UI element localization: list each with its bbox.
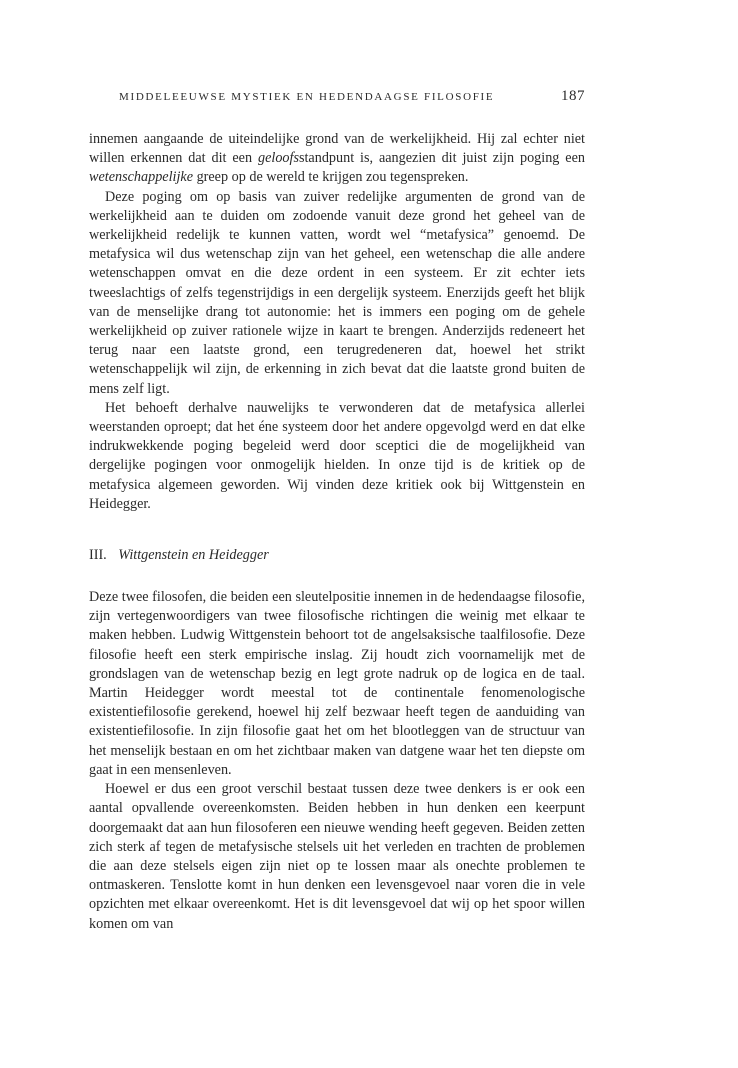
paragraph-1-emphasis-2: wetenschappelijke: [89, 169, 194, 186]
paragraph-4: Deze twee filosofen, die beiden een sleutelpositie innemen in de hedendaagse filosofie, zijn vertegenwoordigers van twee filosofische richtingen die weinig met elkaar te maken hebben. Ludwig Wittgenstein behoort tot de angelsaksische taalfilosofie. Deze filosofie heeft een sterk empirische inslag. Zij houdt zich voornamelijk met de grondslagen van de wetenschap bezig en legt grote nadruk op de logica en de taal. Martin Heidegger wordt meestal tot de continentale fenomenologische existentiefilosofie gerekend, hoewel hij zelf bezwaar heeft tegen de aanduiding van existentiefilosofie. In zijn filosofie gaat het om het blootleggen van de structuur van het menselijk bestaan en om het zichtbaar maken van datgene waar het ten diepste om gaat in een mensenleven.: [89, 589, 585, 778]
paragraph-1-part-1: innemen aangaande de uiteindelijke grond van de werkelijkheid. Hij zal echter niet willen erkennen dat dit een: [89, 131, 585, 167]
body-text: [89, 130, 585, 934]
running-header: [89, 88, 585, 112]
paragraph-1-emphasis-1: geloofs: [257, 150, 299, 167]
section-heading: [89, 545, 585, 565]
paragraph-1-part-3: greep op de wereld te krijgen zou tegenspreken.: [193, 169, 469, 186]
paragraph-2: Deze poging om op basis van zuiver redelijke argumenten de grond van de werkelijkheid aan te duiden om zodoende vanuit deze grond het geheel van de werkelijkheid redelijk te kunnen vatten, wordt wel “metafysica” genoemd. De metafysica wil dus wetenschap zijn van het geheel, een wetenschap die alle andere wetenschappen omvat en die deze ordent in een systeem. Er zit echter iets tweeslachtigs of zelfs tegenstrijdigs in een dergelijk systeem. Enerzijds geeft het blijk van de menselijke drang tot autonomie: het is immers een poging om de gehele werkelijkheid op zuiver rationele wijze in kaart te brengen. Anderzijds redeneert het terug naar een laatste grond, een terugredeneren dat, hoewel het strikt wetenschappelijk wil zijn, de erkenning in zich bevat dat die laatste grond buiten de mens zelf ligt.: [89, 188, 585, 397]
paragraph-1: [89, 130, 585, 188]
paragraph-5: Hoewel er dus een groot verschil bestaat tussen deze twee denkers is er ook een aantal opvallende overeenkomsten. Beiden hebben in hun denken een keerpunt doorgemaakt dat aan hun filosoferen een nieuwe wending heeft gegeven. Beiden zetten zich sterk af tegen de metafysische stelsels uit het verleden en trachten de problemen die aan deze stelsels eigen zijn niet op te lossen maar als onechte problemen te ontmaskeren. Tenslotte komt in hun denken een levensgevoel naar voren die in vele opzichten met elkaar overeenkomt. Het is dit levensgevoel dat wij op het spoor willen komen om van: [89, 781, 585, 932]
page-number: 187: [561, 88, 585, 104]
paragraph-3: Het behoeft derhalve nauwelijks te verwonderen dat de metafysica allerlei weerstanden oproept; dat het éne systeem door het andere opgevolgd werd en dat elke indrukwekkende poging begeleid werd door sceptici die de mogelijkheid van dergelijke pogingen voor onmogelijk hielden. In onze tijd is de kritiek op de metafysica algemeen geworden. Wij vinden deze kritiek ook bij Wittgenstein en Heidegger.: [89, 399, 585, 512]
running-title: MIDDELEEUWSE MYSTIEK EN HEDENDAAGSE FILOSOFIE: [119, 91, 495, 103]
paragraph-1-part-2: standpunt is, aangezien dit juist zijn poging een: [298, 150, 585, 167]
section-title: Wittgenstein en Heidegger: [118, 547, 269, 564]
book-page: [89, 88, 585, 934]
section-number: III.: [89, 547, 107, 564]
